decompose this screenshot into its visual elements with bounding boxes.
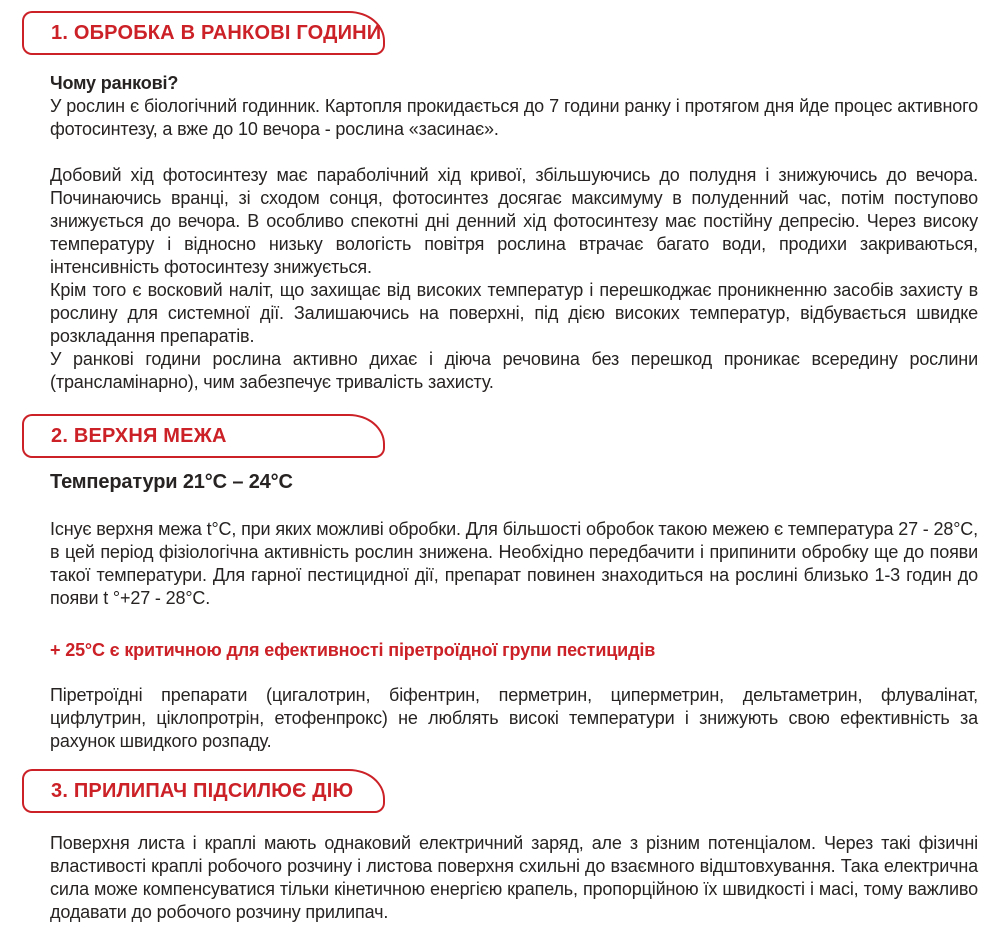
section-2-subheading: Температури 21°С – 24°С: [50, 471, 293, 493]
section-2-paragraph-1: Існує верхня межа t°С, при яких можливі обробки. Для більшості обробок такою межею є температура 27 - 28°С, в цей період фізіологічна активність рослин знижена. Необхідно передбачити і припинити обробку ще до появи такої температури. Для гарної пестицидної дії, препарат повинен знаходиться на рослині близько 1-3 годин до появи t °+27 - 28°С.: [50, 519, 978, 608]
section-2-highlight: + 25°С є критичною для ефективності піретроїдної групи пестицидів: [50, 640, 656, 660]
section-3-title: 3. ПРИЛИПАЧ ПІДСИЛЮЄ ДІЮ: [51, 779, 354, 802]
section-1-paragraph-1: У рослин є біологічний годинник. Картопля прокидається до 7 години ранку і протягом дня йде процес активного фотосинтезу, а вже до 10 вечора - рослина «засинає».: [50, 96, 978, 139]
section-2-title: 2. ВЕРХНЯ МЕЖА: [51, 424, 227, 447]
section-upper-limit: [0, 414, 1000, 753]
section-adhesive: [0, 769, 1000, 924]
section-1-subheading: Чому ранкові?: [50, 73, 179, 93]
section-2-header-box: [22, 414, 385, 458]
section-1-paragraph-2: Добовий хід фотосинтезу має параболічний хід кривої, збільшуючись до полудня і знижуючись до вечора. Починаючись вранці, зі сходом сонця, фотосинтез досягає максимуму в полуденний час, потім поступово знижується до вечора. В особливо спекотні дні денний хід фотосинтезу має постійну депресію. Через високу температуру і відносно низьку вологість повітря рослина втрачає багато води, продихи закриваються, інтенсивність фотосинтезу знижується.: [50, 165, 978, 277]
section-1-paragraph-3: Крім того є восковий наліт, що захищає від високих температур і перешкоджає проникненню засобів захисту в рослину для системної дії. Залишаючись на поверхні, під дією високих температур, відбувається швидке розкладання препаратів.: [50, 280, 978, 346]
section-1-paragraph-4: У ранкові години рослина активно дихає і діюча речовина без перешкод проникає всередину рослини (трансламінарно), чим забезпечує тривалість захисту.: [50, 349, 978, 392]
section-1-header-box: [22, 11, 385, 55]
section-3-paragraph-1: Поверхня листа і краплі мають однаковий електричний заряд, але з різним потенціалом. Через такі фізичні властивості краплі робочого розчину і листова поверхня схильні до взаємного відштовхування. Така електрична сила може компенсуватися тільки кінетичною енергією крапель, пропорційною їх швидкості і масі, тому важливо додавати до робочого розчину прилипач.: [50, 833, 978, 922]
section-morning-treatment: [0, 11, 1000, 394]
section-1-title: 1. ОБРОБКА В РАНКОВІ ГОДИНИ: [51, 21, 382, 44]
section-3-header-box: [22, 769, 385, 813]
section-2-paragraph-2: Піретроїдні препарати (цигалотрин, біфентрин, перметрин, циперметрин, дельтаметрин, флувалінат, цифлутрин, ціклопротрін, етофенпрокс) не люблять високі температури і знижують свою ефективність за рахунок швидкого розпаду.: [50, 685, 978, 751]
document-page: [0, 11, 1000, 934]
